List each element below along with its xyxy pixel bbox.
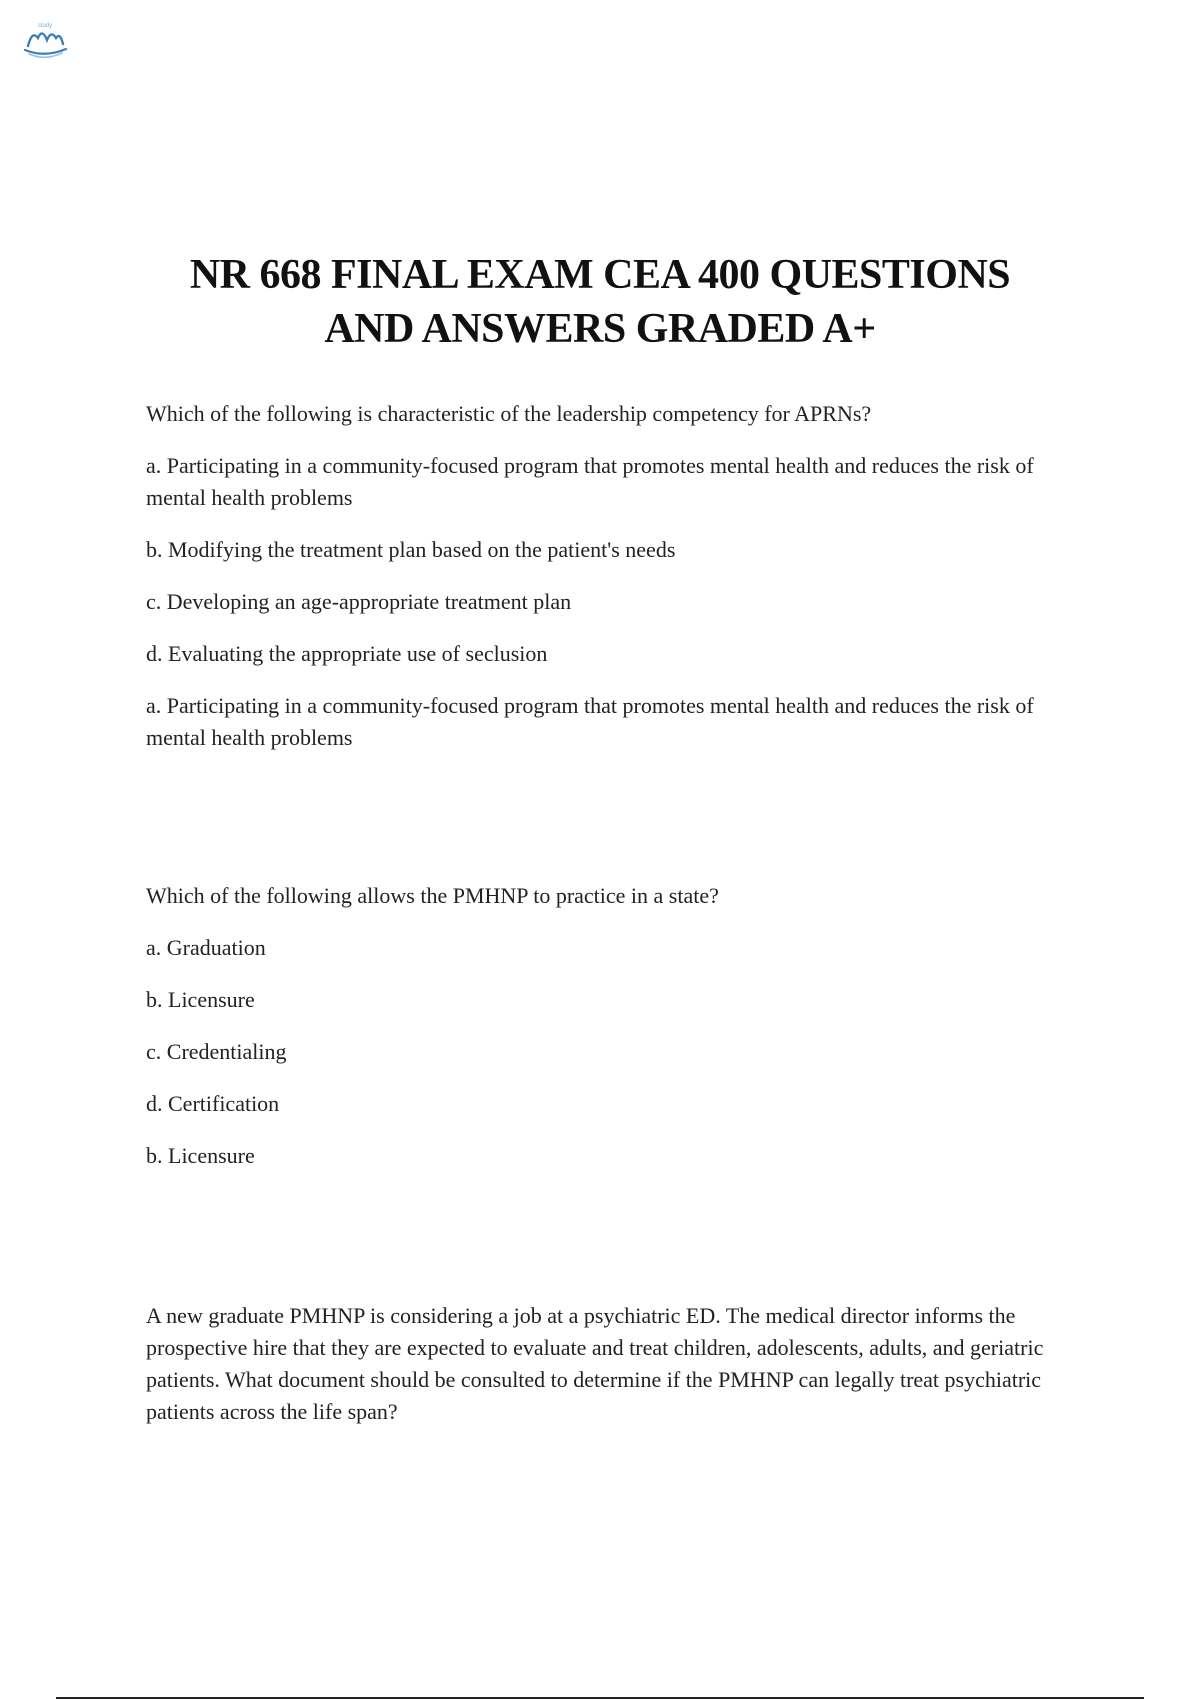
option-c: c. Credentialing <box>146 1039 287 1064</box>
study-nest-logo-icon <box>20 18 70 60</box>
option-a: a. Graduation <box>146 935 266 960</box>
question-block <box>146 1300 1086 1448</box>
question-block <box>146 398 1086 774</box>
option-a: a. Participating in a community-focused program that promotes mental health and reduces the risk of mental health problems <box>146 453 1034 510</box>
question-block <box>146 880 1086 1192</box>
question-text: Which of the following allows the PMHNP to practice in a state? <box>146 883 719 908</box>
answer-text: a. Participating in a community-focused program that promotes mental health and reduces the risk of mental health problems <box>146 693 1034 750</box>
svg-text:study: study <box>37 23 53 29</box>
option-d: d. Certification <box>146 1091 280 1116</box>
question-text: A new graduate PMHNP is considering a job at a psychiatric ED. The medical director informs the prospective hire that they are expected to evaluate and treat children, adolescents, adults, and geriatric patients. What document should be consulted to determine if the PMHNP can legally treat psychiatric patients across the life span? <box>146 1303 1044 1424</box>
answer-text: b. Licensure <box>146 1143 255 1168</box>
title-line-2: AND ANSWERS GRADED A+ <box>324 306 876 352</box>
option-b: b. Licensure <box>146 987 255 1012</box>
question-text: Which of the following is characteristic of the leadership competency for APRNs? <box>146 401 872 426</box>
document-title <box>0 248 1200 356</box>
title-line-1: NR 668 FINAL EXAM CEA 400 QUESTIONS <box>189 252 1011 298</box>
page-bottom-divider <box>56 1697 1144 1699</box>
option-d: d. Evaluating the appropriate use of seclusion <box>146 641 548 666</box>
option-c: c. Developing an age-appropriate treatment plan <box>146 589 572 614</box>
option-b: b. Modifying the treatment plan based on the patient's needs <box>146 537 676 562</box>
